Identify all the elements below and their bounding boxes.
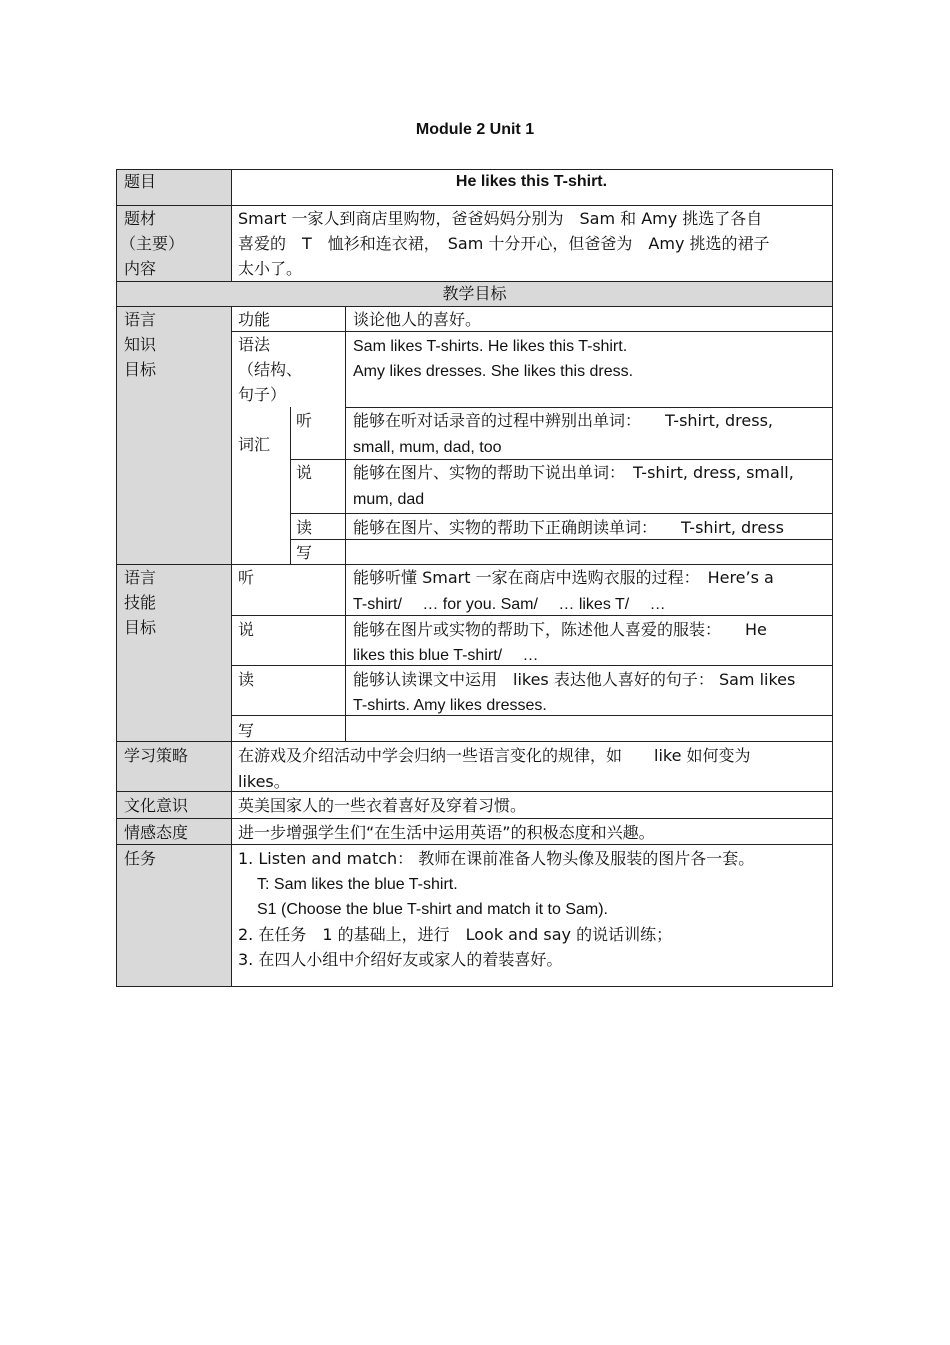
task-line-5: 3. 在四人小组中介绍好友或家人的着装喜好。: [238, 950, 563, 969]
strategy-label: 学习策略: [124, 746, 189, 765]
topic-value: He likes this T-shirt.: [455, 173, 608, 190]
vocab-read-label: 读: [296, 518, 313, 537]
task-line-2: T: Sam likes the blue T-shirt.: [257, 876, 458, 893]
grammar-line-1: Sam likes T-shirts. He likes this T-shirt.: [353, 338, 628, 355]
attitude-value: 进一步增强学生们“在生活中运用英语”的积极态度和兴趣。: [238, 823, 655, 842]
skills-speak-line-2: likes this blue T-shirt/ …: [353, 647, 539, 664]
vocab-listen-line-2: small, mum, dad, too: [353, 439, 502, 456]
content-line-1: Smart 一家人到商店里购物，爸爸妈妈分别为 Sam 和 Amy 挑选了各自: [238, 209, 763, 228]
skills-listen-label: 听: [238, 568, 255, 587]
culture-value: 英美国家人的一些衣着喜好及穿着习惯。: [238, 796, 527, 815]
vocab-speak-line-2: mum, dad: [353, 491, 425, 508]
vocab-read-line-1: 能够在图片、实物的帮助下正确朗读单词： T-shirt, dress: [353, 518, 784, 537]
grammar-label-3: 句子）: [238, 385, 287, 404]
grammar-label-1: 语法: [238, 335, 271, 354]
task-line-3: S1 (Choose the blue T-shirt and match it to Sam).: [257, 901, 608, 918]
document-title: Module 2 Unit 1: [415, 121, 535, 138]
strategy-line-1: 在游戏及介绍活动中学会归纳一些语言变化的规律，如 like 如何变为: [238, 746, 751, 765]
content-line-2: 喜爱的 T 恤衫和连衣裙， Sam 十分开心，但爸爸为 Amy 挑选的裙子: [238, 234, 770, 253]
knowledge-label-3: 目标: [124, 360, 157, 379]
task-line-4: 2. 在任务 1 的基础上，进行 Look and say 的说话训练；: [238, 925, 673, 944]
skills-speak-line-1: 能够在图片或实物的帮助下，陈述他人喜爱的服装： He: [353, 620, 767, 639]
grammar-label-2: （结构、: [238, 360, 303, 379]
skills-label-2: 技能: [124, 593, 157, 612]
skills-write-label: 写: [238, 721, 255, 740]
function-value: 谈论他人的喜好。: [353, 310, 482, 329]
grammar-line-2: Amy likes dresses. She likes this dress.: [353, 363, 634, 380]
tasks-label: 任务: [124, 849, 157, 868]
objectives-header: 教学目标: [442, 284, 507, 303]
vocab-speak-label: 说: [296, 463, 313, 482]
content-label-2: （主要）: [120, 234, 185, 253]
function-label: 功能: [238, 310, 271, 329]
vocab-listen-line-1: 能够在听对话录音的过程中辨别出单词： T-shirt, dress,: [353, 411, 774, 430]
lesson-plan-table: [116, 169, 833, 987]
skills-label-3: 目标: [124, 618, 157, 637]
strategy-line-2: likes。: [238, 772, 290, 791]
knowledge-label-1: 语言: [124, 310, 157, 329]
skills-listen-line-2: T-shirt/ … for you. Sam/ … likes T/ …: [353, 596, 666, 613]
skills-read-line-2: T-shirts. Amy likes dresses.: [353, 697, 547, 714]
culture-label: 文化意识: [124, 796, 189, 815]
vocab-label: 词汇: [238, 435, 271, 454]
skills-read-label: 读: [238, 670, 255, 689]
content-line-3: 太小了。: [238, 259, 303, 278]
vocab-write-label: 写: [296, 543, 313, 562]
skills-read-line-1: 能够认读课文中运用 likes 表达他人喜好的句子： Sam likes: [353, 670, 796, 689]
attitude-label: 情感态度: [124, 823, 189, 842]
topic-label: 题目: [124, 172, 157, 191]
knowledge-label-2: 知识: [124, 335, 157, 354]
content-label-3: 内容: [124, 259, 157, 278]
task-line-1: 1. Listen and match： 教师在课前准备人物头像及服装的图片各一套。: [238, 849, 755, 868]
vocab-speak-line-1: 能够在图片、实物的帮助下说出单词： T-shirt, dress, small,: [353, 463, 794, 482]
vocab-listen-label: 听: [296, 411, 313, 430]
skills-label-1: 语言: [124, 568, 157, 587]
skills-listen-line-1: 能够听懂 Smart 一家在商店中选购衣服的过程： Here’s a: [353, 568, 774, 587]
content-label-1: 题材: [124, 209, 157, 228]
skills-speak-label: 说: [238, 620, 255, 639]
